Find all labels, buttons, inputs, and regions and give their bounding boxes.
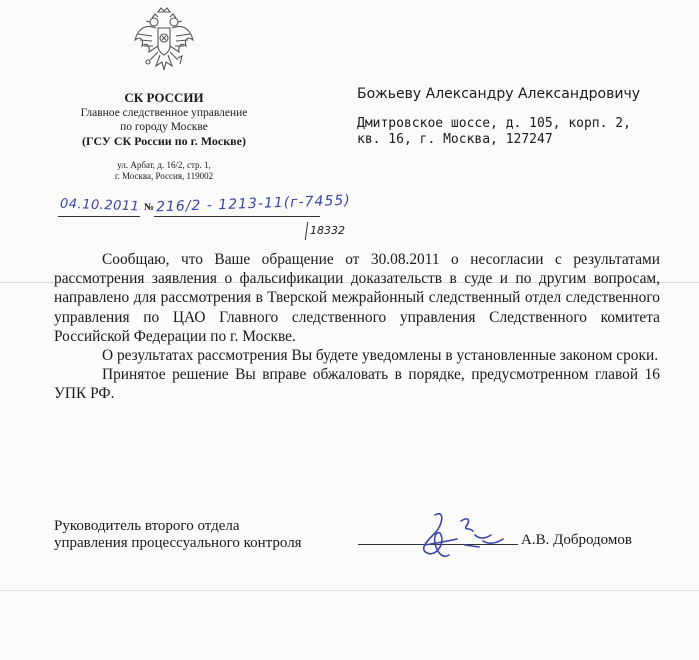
recipient-block (357, 86, 687, 148)
outgoing-number: 216/2 - 1213-11(г-7455) (155, 192, 351, 216)
org-line: (ГСУ СК России по г. Москве) (82, 134, 246, 148)
date-underline (58, 216, 140, 217)
org-line: Главное следственное управление (80, 107, 248, 119)
org-line: по городу Москве (120, 121, 208, 133)
registration-bar (305, 222, 308, 240)
org-name: СК РОССИИ (124, 90, 204, 105)
outgoing-reference (58, 192, 378, 246)
coat-of-arms-emblem-icon (132, 6, 196, 80)
org-address (54, 160, 274, 182)
body-paragraph: Сообщаю, что Ваше обращение от 30.08.2011 о несогласии с результатами рассмотрения заявления о фальсификации доказательств в суде и по другим вопросам, направлено для рассмотрения в Тверской межрайонный следственный отдел следственного управления по ЦАО Главного следственного управления Следственного комитета Российской Федерации по г. Москве. (54, 251, 660, 345)
outgoing-date: 04.10.2011 (59, 196, 140, 215)
recipient-address-line: Дмитровское шоссе, д. 105, корп. 2, (357, 116, 631, 131)
number-label: № (144, 202, 155, 213)
organization-header (54, 90, 274, 182)
recipient-name: Божьеву Александру Александровичу (357, 86, 641, 102)
number-underline (154, 216, 320, 217)
org-address-line: г. Москва, Россия, 119002 (114, 171, 214, 181)
fold-line (0, 590, 699, 591)
signer-name: А.В. Добродомов (521, 532, 632, 548)
letter-body (54, 250, 660, 404)
org-address-line: ул. Арбат, д. 16/2, стр. 1, (117, 160, 211, 170)
signer-title (54, 518, 374, 552)
registration-number: 18332 (310, 224, 345, 237)
body-paragraph: О результатах рассмотрения Вы будете уведомлены в установленные законом сроки. (102, 347, 659, 365)
recipient-address-line: кв. 16, г. Москва, 127247 (357, 132, 553, 147)
signer-title-line: Руководитель второго отдела (54, 518, 240, 534)
handwritten-signature-icon (405, 505, 525, 563)
body-paragraph: Принятое решение Вы вправе обжаловать в порядке, предусмотренном главой 16 УПК РФ. (54, 366, 660, 403)
signer-title-line: управления процессуального контроля (54, 535, 302, 551)
